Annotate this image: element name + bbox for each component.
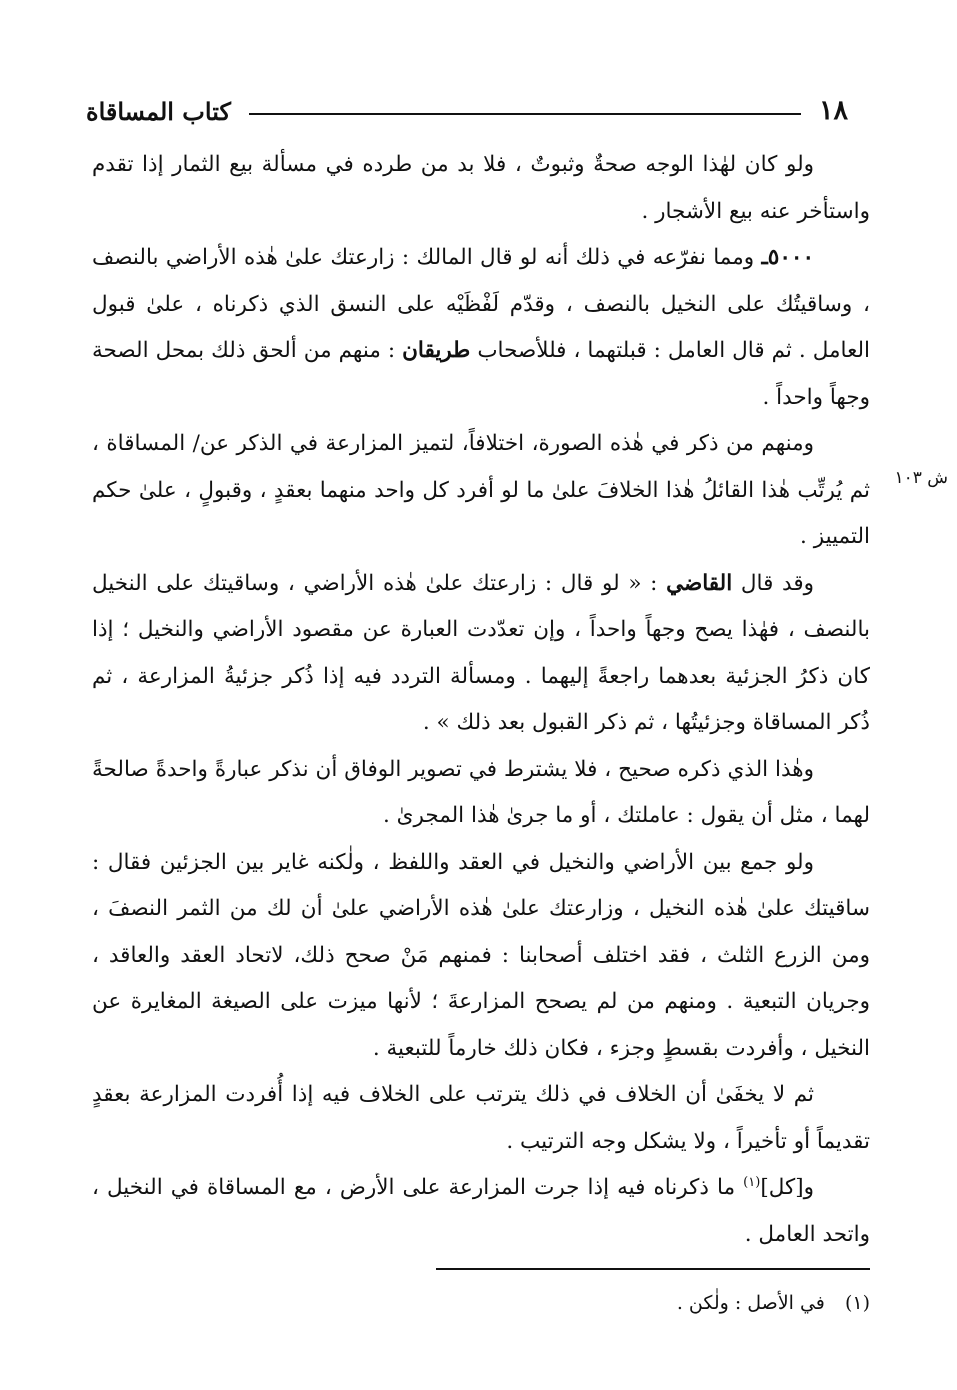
footnote-text: في الأصل : ولٰكن . xyxy=(676,1292,825,1314)
footnote-reference[interactable]: (١) xyxy=(743,1174,761,1190)
quote-close: » . xyxy=(422,710,450,735)
footnote-number: (١) xyxy=(844,1292,870,1314)
paragraph-text: وهٰذا الذي ذكره صحيح ، فلا يشترط في تصوير الوفاق أن نذكر عبارةً واحدةً صالحةً لهما ، مثل أن يقول : عاملتك ، أو ما جرىٰ هٰذا المجرىٰ . xyxy=(92,756,870,828)
paragraph-text: ولو كان لهٰذا الوجه صحةٌ وثبوتٌ ، فلا بد من طرده في مسألة بيع الثمار إذا تقدم واستأخر عنه بيع الأشجار . xyxy=(92,152,870,224)
main-text xyxy=(92,142,870,1258)
paragraph xyxy=(92,421,870,561)
paragraph-text: ومنهم من ذكر في هٰذه الصورة، اختلافاً، لتميز المزارعة في الذكر عن/ المساقاة ، ثم يُرتِّب هٰذا القائلُ هٰذا الخلافَ علىٰ ما لو أفرد كل واحد منهما بعقدٍ ، وقبولٍ ، علىٰ حكم التمييز . xyxy=(92,431,870,549)
paragraph-text: لو قال : زارعتك علىٰ هٰذه الأراضي ، وساقيتك على النخيل بالنصف ، فهٰذا يصح وجهاً واحداً ، وإن تعدّدت العبارة عن مقصود الأراضي والنخيل ؛ إذا كان ذكرُ الجزئية بعدهما راجعةً إليهما . ومسألة التردد فيه إذا ذُكر جزئيةُ المزارعة ، ثم ذُكر المساقاة وجزئيتُها ، ثم ذكر القبول بعد ذلك xyxy=(92,570,870,735)
paragraph-text: ثم لا يخفَىٰ أن الخلاف في ذلك يترتب على الخلاف فيه إذا أُفردت المزارعة بعقدٍ تقديماً أو تأخيراً ، ولا يشكل وجه الترتيب . xyxy=(92,1082,870,1154)
paragraph xyxy=(92,840,870,1073)
bold-term: القاضي xyxy=(666,570,733,596)
paragraph-number: ٥٠٠٠ـ xyxy=(761,245,814,270)
page-number: ١٨ xyxy=(818,95,848,126)
paragraph-text: ومما نفرّعه في ذلك أنه لو قال المالك : زارعتك علىٰ هٰذه الأراضي بالنصف ، وساقيتُك على النخيل بالنصف ، وقدّم لَفْظَيْه على النسق الذي ذكرناه ، علىٰ قبول العامل . ثم قال العامل : قبلتهما ، فللأصحاب xyxy=(92,245,870,363)
paragraph-text: ما ذكرناه فيه إذا جرت المزارعة على الأرض ، مع المساقاة في النخيل ، واتحد العامل . xyxy=(92,1175,870,1247)
paragraph xyxy=(92,561,870,747)
paragraph xyxy=(92,235,870,421)
footnote xyxy=(400,1288,870,1318)
book-title: كتاب المساقاة xyxy=(86,97,231,126)
paragraph xyxy=(92,747,870,840)
paragraph xyxy=(92,142,870,235)
paragraph xyxy=(92,1072,870,1165)
margin-folio-note: ش ١٠٣ xyxy=(894,468,948,488)
footnote-separator xyxy=(436,1268,870,1270)
bold-term: طريقان xyxy=(402,338,471,363)
paragraph-text: ولو جمع بين الأراضي والنخيل في العقد واللفظ ، ولٰكنه غاير بين الجزئين فقال : ساقيتك علىٰ هٰذه النخيل ، وزارعتك علىٰ هٰذه الأراضي علىٰ أن لك من الثمر النصفَ ، ومن الزرع الثلث ، فقد اختلف أصحابنا : فمنهم مَنْ صحح ذلك، لاتحاد العقد والعاقد ، وجريان التبعية . ومنهم من لم يصحح المزارعةَ ؛ لأنها ميزت على الصيغة المغايرة عن النخيل ، وأفردت بقسطٍ وجزء ، فكان ذلك خارماً للتبعية . xyxy=(92,849,870,1061)
header-rule xyxy=(249,113,801,115)
paragraph-prefix: و[كل] xyxy=(760,1175,814,1200)
paragraph-prefix: وقد قال xyxy=(740,570,814,596)
paragraph xyxy=(92,1165,870,1258)
quote-open: : « xyxy=(628,570,658,596)
paragraph-text-tail: : منهم من ألحق ذلك بمحل الصحة وجهاً واحداً . xyxy=(92,338,870,410)
running-header xyxy=(86,84,848,124)
